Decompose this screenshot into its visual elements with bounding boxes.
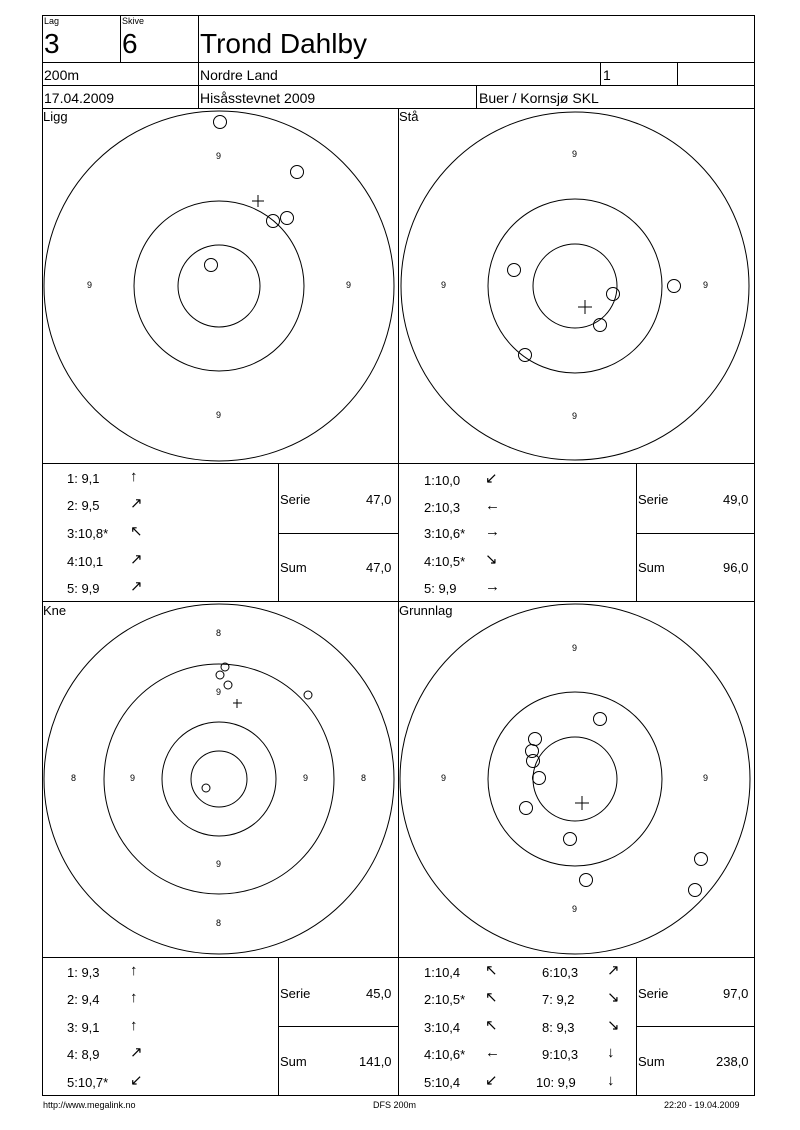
panel-title-ligg: Ligg <box>43 109 68 124</box>
shot-direction-icon: ↘ <box>607 989 620 1006</box>
ring-label: 9 <box>216 410 222 420</box>
shooter-name: Trond Dahlby <box>200 28 368 59</box>
shot-direction-icon: ↑ <box>130 468 138 485</box>
ring-label: 9 <box>216 151 222 161</box>
shot-score: 4: 8,9 <box>67 1047 100 1062</box>
shot-direction-icon: ↘ <box>607 1017 620 1034</box>
serie-label: Serie <box>638 986 669 1001</box>
ring-label: 9 <box>441 773 447 783</box>
lag-label: Lag <box>44 16 60 26</box>
shot-direction-icon: ↗ <box>130 578 143 595</box>
sum-value: 96,0 <box>723 560 749 575</box>
shot-direction-icon: ↖ <box>485 989 498 1006</box>
date: 17.04.2009 <box>44 90 115 106</box>
shot-hole <box>695 853 708 866</box>
shot-direction-icon: ↗ <box>130 1044 143 1061</box>
ring-label: 9 <box>572 643 578 653</box>
shot-score: 2: 9,4 <box>67 992 100 1007</box>
shot-hole <box>689 884 702 897</box>
shot-score: 10: 9,9 <box>536 1075 576 1090</box>
footer-program: DFS 200m <box>373 1100 417 1110</box>
shot-hole <box>564 833 577 846</box>
shot-score: 1:10,4 <box>424 965 461 980</box>
sum-label: Sum <box>638 560 665 575</box>
shot-direction-icon: ← <box>485 1044 500 1061</box>
center-mark <box>575 796 589 810</box>
shot-hole <box>580 874 593 887</box>
shot-hole <box>529 733 542 746</box>
shot-direction-icon: ↓ <box>607 1044 615 1061</box>
ring-label: 9 <box>703 773 709 783</box>
sum-label: Sum <box>280 1054 307 1069</box>
shot-score: 1: 9,3 <box>67 965 100 980</box>
ring-label: 9 <box>130 773 136 783</box>
shot-direction-icon: ↗ <box>130 495 143 512</box>
shot-score: 2:10,3 <box>424 500 461 515</box>
shot-hole <box>520 802 533 815</box>
ring-label: 9 <box>703 280 709 290</box>
footer-url[interactable]: http://www.megalink.no <box>43 1100 136 1110</box>
shot-score: 3:10,8* <box>67 526 109 541</box>
skive-label: Skive <box>122 16 145 26</box>
panel-title-kne: Kne <box>43 603 67 618</box>
distance: 200m <box>44 67 80 83</box>
ring-label: 9 <box>87 280 93 290</box>
venue: Buer / Kornsjø SKL <box>479 90 599 106</box>
shot-score: 7: 9,2 <box>542 992 575 1007</box>
serie-value: 45,0 <box>366 986 392 1001</box>
shot-direction-icon: ↖ <box>485 962 498 979</box>
shot-score: 3:10,4 <box>424 1020 461 1035</box>
sum-label: Sum <box>280 560 307 575</box>
shot-direction-icon: ↓ <box>607 1072 615 1089</box>
panel-title-staa: Stå <box>399 109 419 124</box>
sum-value: 238,0 <box>716 1054 749 1069</box>
ring-label: 9 <box>441 280 447 290</box>
shot-score: 4:10,6* <box>424 1047 466 1062</box>
sum-label: Sum <box>638 1054 665 1069</box>
ring-label: 9 <box>216 687 222 697</box>
class: 1 <box>603 67 611 83</box>
shot-score: 8: 9,3 <box>542 1020 575 1035</box>
ring-label: 9 <box>572 411 578 421</box>
shot-hole <box>533 772 546 785</box>
shot-score: 5:10,4 <box>424 1075 461 1090</box>
shot-score: 3:10,6* <box>424 526 466 541</box>
serie-value: 47,0 <box>366 492 392 507</box>
shot-score: 6:10,3 <box>542 965 579 980</box>
ring-label: 9 <box>572 904 578 914</box>
shot-score: 3: 9,1 <box>67 1020 100 1035</box>
shot-direction-icon: ↑ <box>130 1017 138 1034</box>
skive-value: 6 <box>122 28 138 59</box>
shot-score: 5: 9,9 <box>67 581 100 596</box>
shot-direction-icon: ↙ <box>130 1072 143 1089</box>
shot-direction-icon: ↖ <box>485 1017 498 1034</box>
shot-score: 4:10,1 <box>67 554 104 569</box>
shot-direction-icon: ↘ <box>485 551 498 568</box>
ring-label: 9 <box>303 773 309 783</box>
ring-label: 8 <box>71 773 77 783</box>
shot-direction-icon: ↙ <box>485 1072 498 1089</box>
shot-direction-icon: ↑ <box>130 989 138 1006</box>
ring-label: 9 <box>216 859 222 869</box>
ring-label: 9 <box>572 149 578 159</box>
ring-label: 9 <box>346 280 352 290</box>
shot-direction-icon: → <box>485 578 500 595</box>
shot-score: 5:10,7* <box>67 1075 109 1090</box>
shot-score: 9:10,3 <box>542 1047 579 1062</box>
shot-score: 2: 9,5 <box>67 498 100 513</box>
serie-label: Serie <box>280 986 311 1001</box>
ring-9 <box>488 692 662 866</box>
ring-label: 8 <box>216 628 222 638</box>
shot-direction-icon: ↗ <box>130 551 143 568</box>
sum-value: 47,0 <box>366 560 392 575</box>
sum-value: 141,0 <box>359 1054 392 1069</box>
shot-direction-icon: ↑ <box>130 962 138 979</box>
shot-score: 4:10,5* <box>424 554 466 569</box>
serie-value: 49,0 <box>723 492 749 507</box>
shot-hole <box>594 713 607 726</box>
shot-score: 2:10,5* <box>424 992 466 1007</box>
shot-score: 5: 9,9 <box>424 581 457 596</box>
shot-direction-icon: → <box>485 523 500 540</box>
shot-direction-icon: ← <box>485 497 500 514</box>
serie-value: 97,0 <box>723 986 749 1001</box>
club: Nordre Land <box>200 67 278 83</box>
ring-outer <box>400 604 750 954</box>
serie-label: Serie <box>638 492 669 507</box>
event: Hisåsstevnet 2009 <box>200 90 316 106</box>
footer-printed: 22:20 - 19.04.2009 <box>664 1100 740 1110</box>
shot-score: 1: 9,1 <box>67 471 100 486</box>
ring-label: 8 <box>361 773 367 783</box>
panel-title-grunnlag: Grunnlag <box>399 603 453 618</box>
shot-direction-icon: ↖ <box>130 523 143 540</box>
shot-direction-icon: ↙ <box>485 470 498 487</box>
lag-value: 3 <box>44 28 60 59</box>
shot-direction-icon: ↗ <box>607 962 620 979</box>
serie-label: Serie <box>280 492 311 507</box>
shot-score: 1:10,0 <box>424 473 461 488</box>
ring-label: 8 <box>216 918 222 928</box>
